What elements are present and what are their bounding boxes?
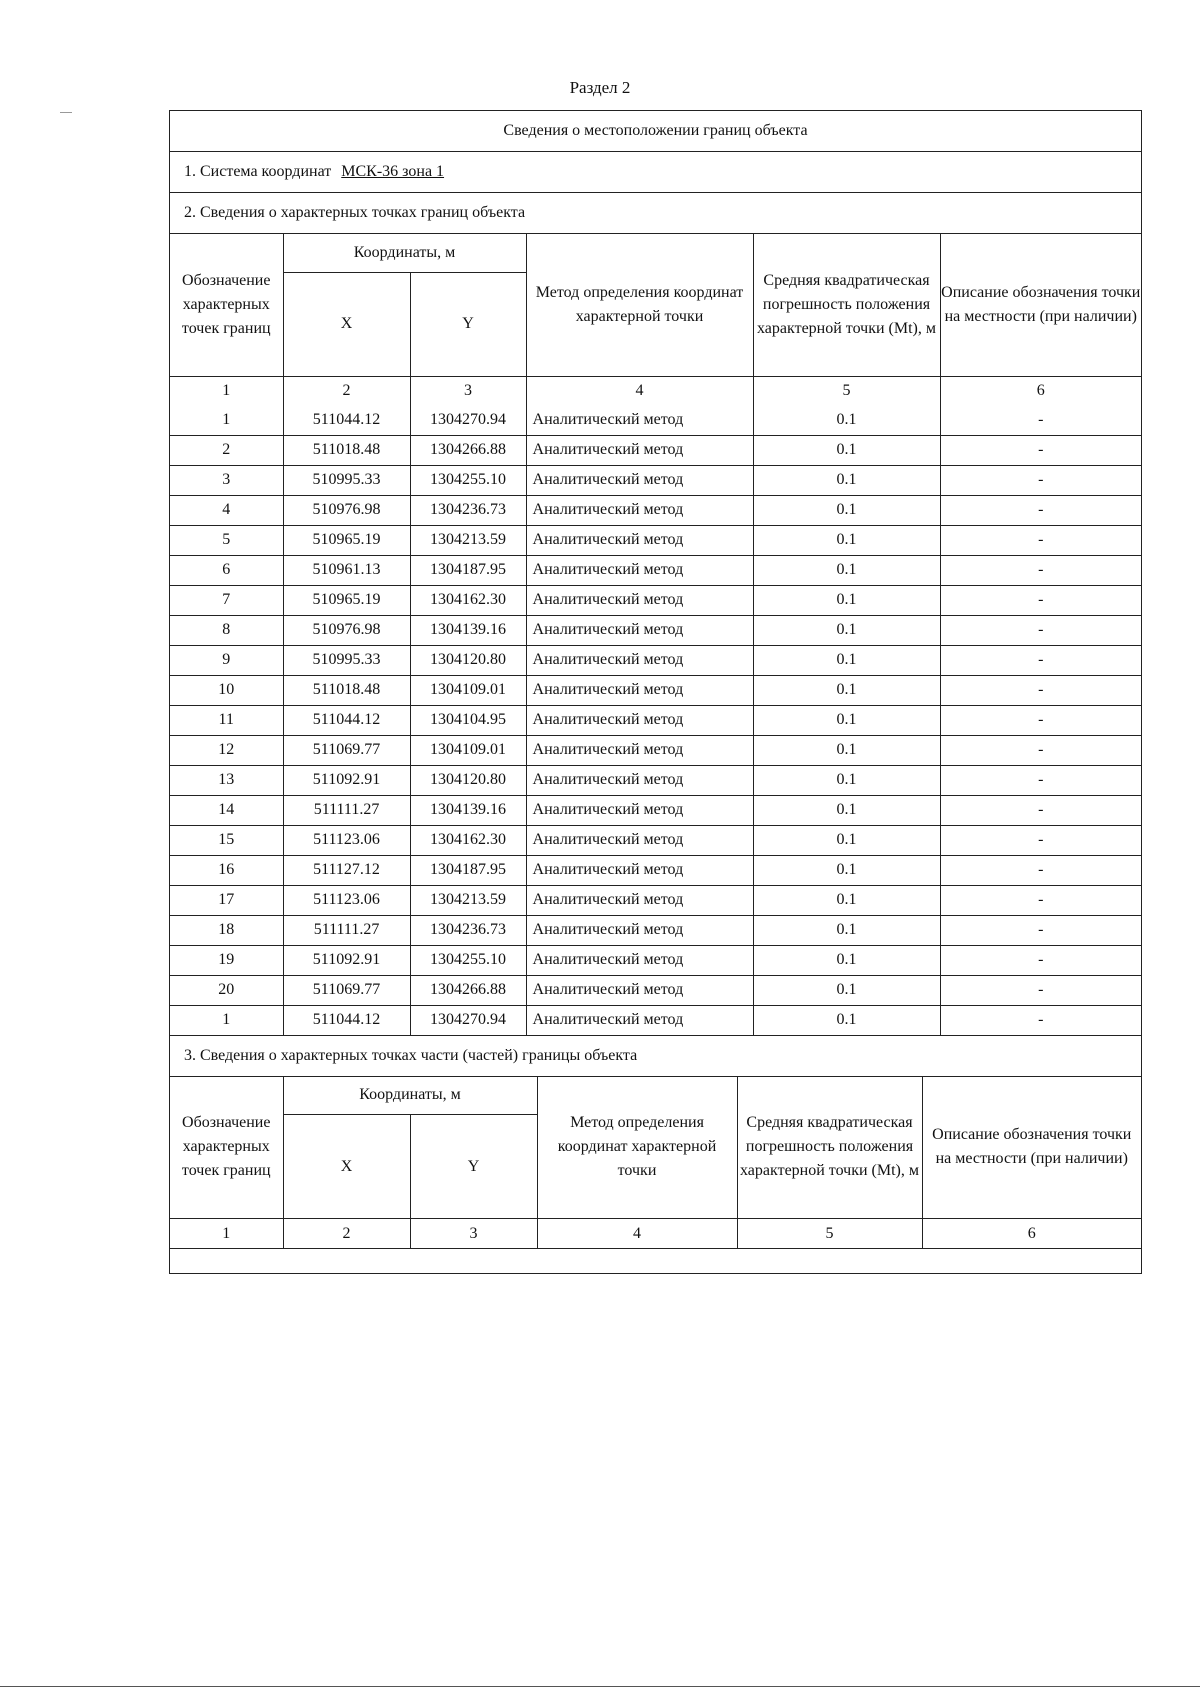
table-row bbox=[170, 555, 1141, 585]
point-method: Аналитический метод bbox=[526, 406, 753, 436]
point-y: 1304187.95 bbox=[410, 855, 526, 885]
col-description: Описание обозначения точки на местности (при наличии) bbox=[940, 234, 1141, 376]
point-number: 12 bbox=[170, 735, 283, 765]
header-title: Сведения о местоположении границ объекта bbox=[170, 111, 1142, 152]
point-mt: 0.1 bbox=[753, 406, 940, 436]
empty-row bbox=[170, 1249, 1142, 1274]
point-method: Аналитический метод bbox=[526, 825, 753, 855]
page-title: Раздел 2 bbox=[569, 78, 631, 97]
point-mt: 0.1 bbox=[753, 585, 940, 615]
point-y: 1304255.10 bbox=[410, 465, 526, 495]
point-method: Аналитический метод bbox=[526, 525, 753, 555]
point-number: 2 bbox=[170, 435, 283, 465]
point-x: 510965.19 bbox=[283, 525, 410, 555]
point-number: 19 bbox=[170, 945, 283, 975]
col-method: Метод определения координат характерной точки bbox=[526, 234, 753, 376]
col-error: Средняя квадратическая погрешность положения характерной точки (Mt), м bbox=[753, 234, 940, 376]
point-x: 510961.13 bbox=[283, 555, 410, 585]
point-description: - bbox=[940, 495, 1141, 525]
point-y: 1304255.10 bbox=[410, 945, 526, 975]
point-method: Аналитический метод bbox=[526, 645, 753, 675]
point-y: 1304162.30 bbox=[410, 585, 526, 615]
point-method: Аналитический метод bbox=[526, 555, 753, 585]
col-number: 5 bbox=[753, 376, 940, 406]
points-body bbox=[170, 406, 1141, 1035]
point-mt: 0.1 bbox=[753, 675, 940, 705]
point-mt: 0.1 bbox=[753, 945, 940, 975]
point-description: - bbox=[940, 525, 1141, 555]
point-mt: 0.1 bbox=[753, 525, 940, 555]
point-description: - bbox=[940, 435, 1141, 465]
point-mt: 0.1 bbox=[753, 1005, 940, 1035]
point-number: 15 bbox=[170, 825, 283, 855]
points-table bbox=[170, 234, 1141, 1035]
point-y: 1304139.16 bbox=[410, 615, 526, 645]
point-number: 1 bbox=[170, 1005, 283, 1035]
col-number: 5 bbox=[737, 1219, 922, 1249]
table-row bbox=[170, 1005, 1141, 1035]
point-x: 511111.27 bbox=[283, 915, 410, 945]
point-description: - bbox=[940, 406, 1141, 436]
point-mt: 0.1 bbox=[753, 975, 940, 1005]
point-x: 511123.06 bbox=[283, 825, 410, 855]
point-number: 5 bbox=[170, 525, 283, 555]
point-x: 511069.77 bbox=[283, 735, 410, 765]
point-description: - bbox=[940, 585, 1141, 615]
point-y: 1304236.73 bbox=[410, 495, 526, 525]
point-x: 511092.91 bbox=[283, 765, 410, 795]
col-number: 6 bbox=[940, 376, 1141, 406]
point-description: - bbox=[940, 945, 1141, 975]
point-y: 1304109.01 bbox=[410, 675, 526, 705]
point-x: 511127.12 bbox=[283, 855, 410, 885]
point-number: 13 bbox=[170, 765, 283, 795]
col-number: 4 bbox=[537, 1219, 737, 1249]
col-method: Метод определения координат характерной точки bbox=[537, 1077, 737, 1219]
point-method: Аналитический метод bbox=[526, 855, 753, 885]
point-method: Аналитический метод bbox=[526, 945, 753, 975]
table-row bbox=[170, 465, 1141, 495]
point-number: 14 bbox=[170, 795, 283, 825]
boundary-document bbox=[169, 110, 1142, 1274]
point-method: Аналитический метод bbox=[526, 1005, 753, 1035]
table-row bbox=[170, 406, 1141, 436]
point-mt: 0.1 bbox=[753, 765, 940, 795]
point-number: 18 bbox=[170, 915, 283, 945]
point-y: 1304120.80 bbox=[410, 645, 526, 675]
point-mt: 0.1 bbox=[753, 915, 940, 945]
point-number: 9 bbox=[170, 645, 283, 675]
point-x: 510995.33 bbox=[283, 465, 410, 495]
col-y: Y bbox=[410, 1115, 537, 1219]
col-coords: Координаты, м bbox=[283, 234, 526, 272]
point-mt: 0.1 bbox=[753, 885, 940, 915]
point-description: - bbox=[940, 855, 1141, 885]
point-description: - bbox=[940, 885, 1141, 915]
point-number: 11 bbox=[170, 705, 283, 735]
point-x: 510976.98 bbox=[283, 615, 410, 645]
section2-table-cell bbox=[170, 234, 1142, 1036]
table-row bbox=[170, 855, 1141, 885]
point-y: 1304109.01 bbox=[410, 735, 526, 765]
point-y: 1304270.94 bbox=[410, 1005, 526, 1035]
point-y: 1304270.94 bbox=[410, 406, 526, 436]
point-y: 1304139.16 bbox=[410, 795, 526, 825]
point-method: Аналитический метод bbox=[526, 885, 753, 915]
point-description: - bbox=[940, 465, 1141, 495]
col-number: 3 bbox=[410, 376, 526, 406]
point-method: Аналитический метод bbox=[526, 915, 753, 945]
col-y: Y bbox=[410, 272, 526, 376]
point-description: - bbox=[940, 765, 1141, 795]
point-method: Аналитический метод bbox=[526, 615, 753, 645]
point-mt: 0.1 bbox=[753, 795, 940, 825]
point-x: 511044.12 bbox=[283, 406, 410, 436]
point-x: 510976.98 bbox=[283, 495, 410, 525]
col-coords: Координаты, м bbox=[283, 1077, 537, 1115]
point-number: 20 bbox=[170, 975, 283, 1005]
point-number: 16 bbox=[170, 855, 283, 885]
point-method: Аналитический метод bbox=[526, 765, 753, 795]
col-designation: Обозначение характерных точек границ bbox=[170, 1077, 283, 1219]
point-mt: 0.1 bbox=[753, 825, 940, 855]
col-number: 3 bbox=[410, 1219, 537, 1249]
col-number: 1 bbox=[170, 1219, 283, 1249]
point-mt: 0.1 bbox=[753, 555, 940, 585]
col-error: Средняя квадратическая погрешность положения характерной точки (Mt), м bbox=[737, 1077, 922, 1219]
table-row bbox=[170, 435, 1141, 465]
point-method: Аналитический метод bbox=[526, 585, 753, 615]
point-method: Аналитический метод bbox=[526, 705, 753, 735]
point-description: - bbox=[940, 975, 1141, 1005]
point-method: Аналитический метод bbox=[526, 975, 753, 1005]
point-mt: 0.1 bbox=[753, 615, 940, 645]
point-description: - bbox=[940, 795, 1141, 825]
point-mt: 0.1 bbox=[753, 465, 940, 495]
coord-system-value: МСК-36 зона 1 bbox=[341, 163, 445, 180]
point-x: 510995.33 bbox=[283, 645, 410, 675]
point-y: 1304266.88 bbox=[410, 975, 526, 1005]
table-row bbox=[170, 765, 1141, 795]
point-description: - bbox=[940, 825, 1141, 855]
col-x: X bbox=[283, 1115, 410, 1219]
section2-title: 2. Сведения о характерных точках границ объекта bbox=[170, 193, 1142, 234]
col-number: 2 bbox=[283, 1219, 410, 1249]
table-row bbox=[170, 615, 1141, 645]
point-y: 1304213.59 bbox=[410, 885, 526, 915]
col-description: Описание обозначения точки на местности (при наличии) bbox=[922, 1077, 1141, 1219]
page-bottom-line bbox=[0, 1686, 1200, 1687]
table-row bbox=[170, 585, 1141, 615]
table-row bbox=[170, 525, 1141, 555]
table-row bbox=[170, 705, 1141, 735]
table-row bbox=[170, 885, 1141, 915]
point-y: 1304187.95 bbox=[410, 555, 526, 585]
coord-system-label: 1. Система координат bbox=[184, 163, 332, 180]
point-description: - bbox=[940, 735, 1141, 765]
table-row bbox=[170, 795, 1141, 825]
col-number: 4 bbox=[526, 376, 753, 406]
point-mt: 0.1 bbox=[753, 735, 940, 765]
table-row bbox=[170, 825, 1141, 855]
table-row bbox=[170, 735, 1141, 765]
point-method: Аналитический метод bbox=[526, 735, 753, 765]
point-x: 511044.12 bbox=[283, 1005, 410, 1035]
table-row bbox=[170, 975, 1141, 1005]
point-number: 17 bbox=[170, 885, 283, 915]
point-y: 1304120.80 bbox=[410, 765, 526, 795]
point-mt: 0.1 bbox=[753, 705, 940, 735]
point-number: 1 bbox=[170, 406, 283, 436]
point-number: 7 bbox=[170, 585, 283, 615]
point-method: Аналитический метод bbox=[526, 465, 753, 495]
point-number: 10 bbox=[170, 675, 283, 705]
point-x: 510965.19 bbox=[283, 585, 410, 615]
point-number: 4 bbox=[170, 495, 283, 525]
parts-table bbox=[170, 1077, 1141, 1249]
point-description: - bbox=[940, 555, 1141, 585]
table-row bbox=[170, 495, 1141, 525]
col-number: 1 bbox=[170, 376, 283, 406]
point-y: 1304162.30 bbox=[410, 825, 526, 855]
point-method: Аналитический метод bbox=[526, 675, 753, 705]
section3-title: 3. Сведения о характерных точках части (частей) границы объекта bbox=[170, 1035, 1142, 1076]
point-description: - bbox=[940, 675, 1141, 705]
point-x: 511018.48 bbox=[283, 435, 410, 465]
point-mt: 0.1 bbox=[753, 495, 940, 525]
point-number: 3 bbox=[170, 465, 283, 495]
point-number: 6 bbox=[170, 555, 283, 585]
margin-mark bbox=[60, 112, 72, 113]
section3-table-cell bbox=[170, 1076, 1142, 1249]
point-mt: 0.1 bbox=[753, 855, 940, 885]
point-number: 8 bbox=[170, 615, 283, 645]
point-y: 1304266.88 bbox=[410, 435, 526, 465]
point-description: - bbox=[940, 615, 1141, 645]
table-row bbox=[170, 645, 1141, 675]
point-y: 1304236.73 bbox=[410, 915, 526, 945]
point-description: - bbox=[940, 645, 1141, 675]
point-method: Аналитический метод bbox=[526, 495, 753, 525]
coord-system-row bbox=[170, 152, 1142, 193]
point-x: 511092.91 bbox=[283, 945, 410, 975]
point-description: - bbox=[940, 915, 1141, 945]
point-mt: 0.1 bbox=[753, 435, 940, 465]
point-x: 511111.27 bbox=[283, 795, 410, 825]
point-x: 511018.48 bbox=[283, 675, 410, 705]
table-row bbox=[170, 945, 1141, 975]
table-row bbox=[170, 915, 1141, 945]
point-x: 511069.77 bbox=[283, 975, 410, 1005]
point-description: - bbox=[940, 705, 1141, 735]
point-method: Аналитический метод bbox=[526, 795, 753, 825]
col-x: X bbox=[283, 272, 410, 376]
point-y: 1304213.59 bbox=[410, 525, 526, 555]
col-number: 6 bbox=[922, 1219, 1141, 1249]
point-x: 511123.06 bbox=[283, 885, 410, 915]
table-row bbox=[170, 675, 1141, 705]
point-mt: 0.1 bbox=[753, 645, 940, 675]
point-description: - bbox=[940, 1005, 1141, 1035]
point-y: 1304104.95 bbox=[410, 705, 526, 735]
point-method: Аналитический метод bbox=[526, 435, 753, 465]
point-x: 511044.12 bbox=[283, 705, 410, 735]
col-designation: Обозначение характерных точек границ bbox=[170, 234, 283, 376]
col-number: 2 bbox=[283, 376, 410, 406]
